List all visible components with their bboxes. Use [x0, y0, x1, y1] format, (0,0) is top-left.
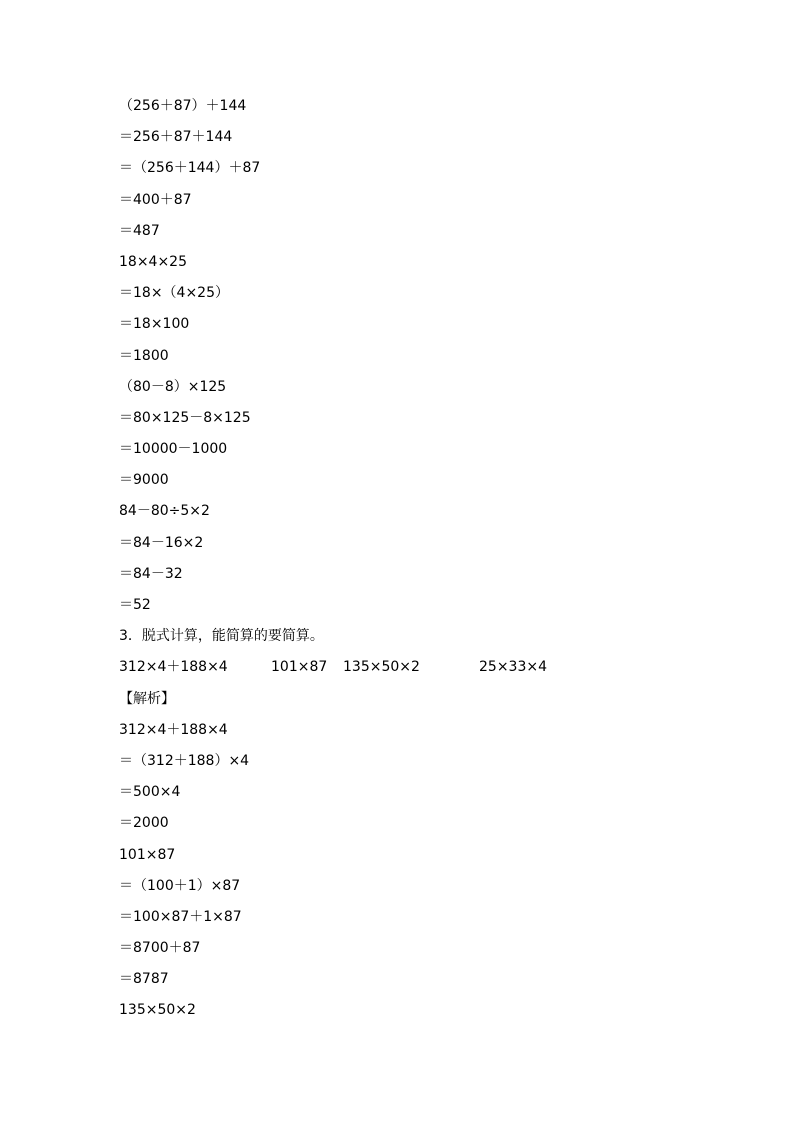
problem-row [119, 655, 719, 686]
equation-line: ＝500×4 [119, 784, 181, 801]
problem-item: 135×50×2 [343, 659, 420, 676]
equation-line: ＝52 [119, 597, 151, 613]
equation-line: 135×50×2 [119, 1002, 196, 1019]
equation-line: ＝8787 [119, 971, 169, 988]
equation-line: ＝（100＋1）×87 [119, 877, 241, 894]
analysis-label: 【解析】 [119, 690, 175, 707]
equation-line: ＝8700＋87 [119, 940, 201, 957]
equation-line: 18×4×25 [119, 253, 187, 270]
equation-line: 101×87 [119, 846, 176, 863]
equation-line: ＝1800 [119, 347, 169, 364]
problem-item: 101×87 [271, 659, 328, 676]
equation-line: ＝（256＋144）＋87 [119, 160, 261, 177]
question-heading: 3．脱式计算，能简算的要简算。 [119, 628, 324, 645]
content-area [119, 94, 719, 1030]
equation-line: ＝84－32 [119, 565, 183, 582]
equation-line: ＝80×125－8×125 [119, 409, 251, 426]
equation-line: ＝256＋87＋144 [119, 129, 233, 146]
equation-line: ＝100×87＋1×87 [119, 908, 242, 925]
equation-line: （80－8）×125 [119, 378, 227, 395]
equation-line: ＝9000 [119, 472, 169, 489]
equation-line: 312×4＋188×4 [119, 721, 228, 738]
equation-line: 84－80÷5×2 [119, 503, 210, 520]
problem-item: 25×33×4 [479, 659, 547, 676]
equation-line: ＝84－16×2 [119, 534, 204, 551]
equation-line: ＝487 [119, 222, 160, 239]
equation-line: ＝18×100 [119, 316, 190, 333]
equation-line: ＝18×（4×25） [119, 285, 229, 302]
problem-item: 312×4＋188×4 [119, 659, 228, 676]
equation-line: ＝2000 [119, 815, 169, 832]
equation-line: ＝400＋87 [119, 191, 192, 208]
equation-line: ＝（312＋188）×4 [119, 752, 250, 769]
equation-line: ＝10000－1000 [119, 441, 228, 458]
equation-line: （256＋87）＋144 [119, 98, 247, 114]
